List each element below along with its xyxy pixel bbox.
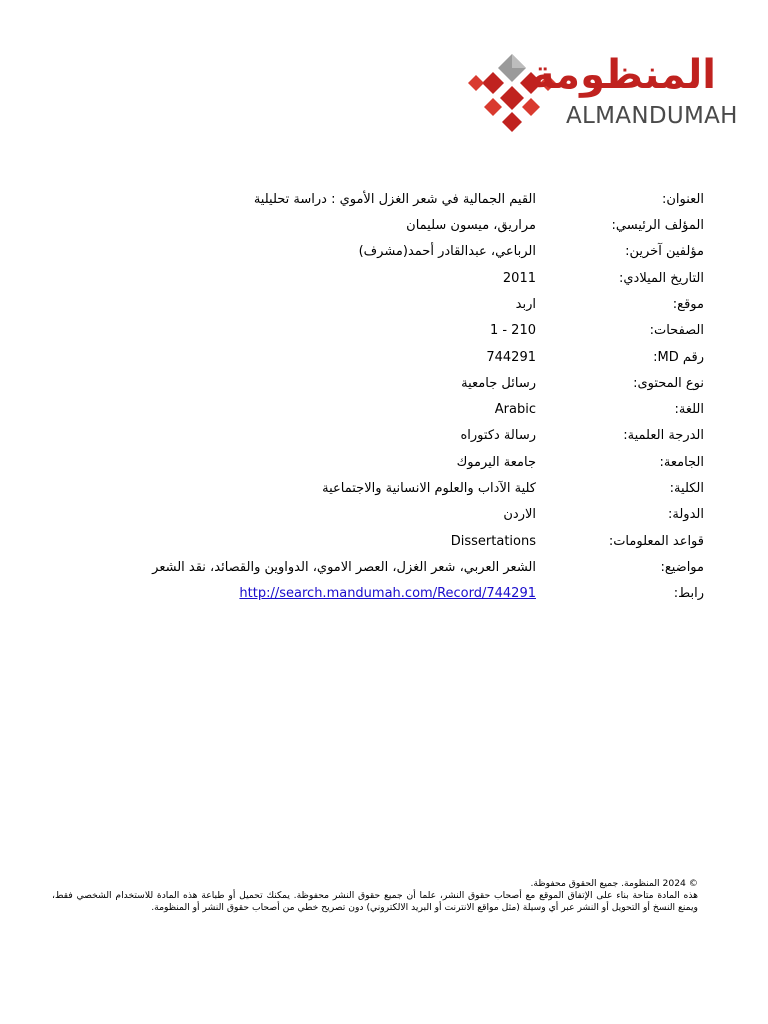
field-label: رابط: — [673, 586, 704, 601]
row-md-number — [0, 346, 768, 370]
row-language — [0, 398, 768, 422]
row-location — [0, 293, 768, 317]
field-value: مراريق، ميسون سليمان — [406, 218, 536, 233]
field-label: المؤلف الرئيسي: — [611, 218, 704, 233]
copyright-footer — [52, 878, 698, 914]
field-value: Arabic — [494, 402, 536, 417]
row-country — [0, 503, 768, 527]
field-value: 744291 — [486, 350, 536, 365]
field-label: الكلية: — [669, 481, 704, 496]
field-value: 1 - 210 — [489, 323, 536, 338]
field-value: الاردن — [503, 507, 536, 522]
almandumah-logo — [466, 52, 738, 136]
field-value: Dissertations — [450, 534, 536, 549]
usage-notice: هذه المادة متاحة بناء على الإتفاق الموقع مع أصحاب حقوق النشر، علما أن جميع حقوق النشر محفوظة. يمكنك تحميل أو طباعة هذه المادة للاستخدام الشخصي فقط، ويمنع النسخ أو التحويل أو النشر عبر أي وسيلة (مثل مواقع الانترنت أو البريد الالكتروني) دون تصريح خطي من أصحاب حقوق النشر أو المنظومة. — [52, 890, 698, 913]
field-value: اربد — [515, 297, 536, 312]
copyright-line: © 2024 المنظومة. جميع الحقوق محفوظة. — [530, 878, 698, 889]
field-value — [56, 582, 536, 606]
row-link — [0, 582, 768, 606]
row-other-authors — [0, 240, 768, 264]
field-value: كلية الآداب والعلوم الانسانية والاجتماعية — [322, 481, 536, 496]
row-content-type — [0, 372, 768, 396]
row-main-author — [0, 214, 768, 238]
row-databases — [0, 530, 768, 554]
field-label: الجامعة: — [659, 455, 704, 470]
field-label: التاريخ الميلادي: — [619, 271, 704, 286]
row-degree — [0, 424, 768, 448]
field-label: العنوان: — [661, 192, 704, 207]
row-university — [0, 451, 768, 475]
row-date — [0, 267, 768, 291]
field-label: موقع: — [672, 297, 704, 312]
field-label: الدرجة العلمية: — [623, 428, 704, 443]
field-value: الشعر العربي، شعر الغزل، العصر الاموي، الدواوين والقصائد، نقد الشعر — [152, 560, 536, 575]
row-title — [0, 188, 768, 212]
field-label: نوع المحتوى: — [633, 376, 704, 391]
record-link[interactable]: http://search.mandumah.com/Record/744291 — [239, 586, 536, 601]
field-value: 2011 — [502, 271, 536, 286]
row-subjects — [0, 556, 768, 580]
field-label: رقم MD: — [653, 350, 704, 365]
field-value: رسائل جامعية — [461, 376, 536, 391]
field-value: جامعة اليرموك — [456, 455, 536, 470]
field-label: اللغة: — [674, 402, 704, 417]
field-label: مواضيع: — [660, 560, 704, 575]
row-pages — [0, 319, 768, 343]
logo-english-wordmark: ALMANDUMAH — [566, 103, 738, 129]
logo-arabic-wordmark: المنظومة — [531, 52, 716, 98]
field-label: مؤلفين آخرين: — [625, 244, 704, 259]
field-label: الدولة: — [668, 507, 704, 522]
field-value: القيم الجمالية في شعر الغزل الأموي : دراسة تحليلية — [253, 192, 536, 207]
field-value: الرباعي، عبدالقادر أحمد(مشرف) — [358, 244, 536, 259]
field-label: قواعد المعلومات: — [608, 534, 704, 549]
field-value: رسالة دكتوراه — [460, 428, 536, 443]
row-faculty — [0, 477, 768, 501]
field-label: الصفحات: — [649, 323, 704, 338]
